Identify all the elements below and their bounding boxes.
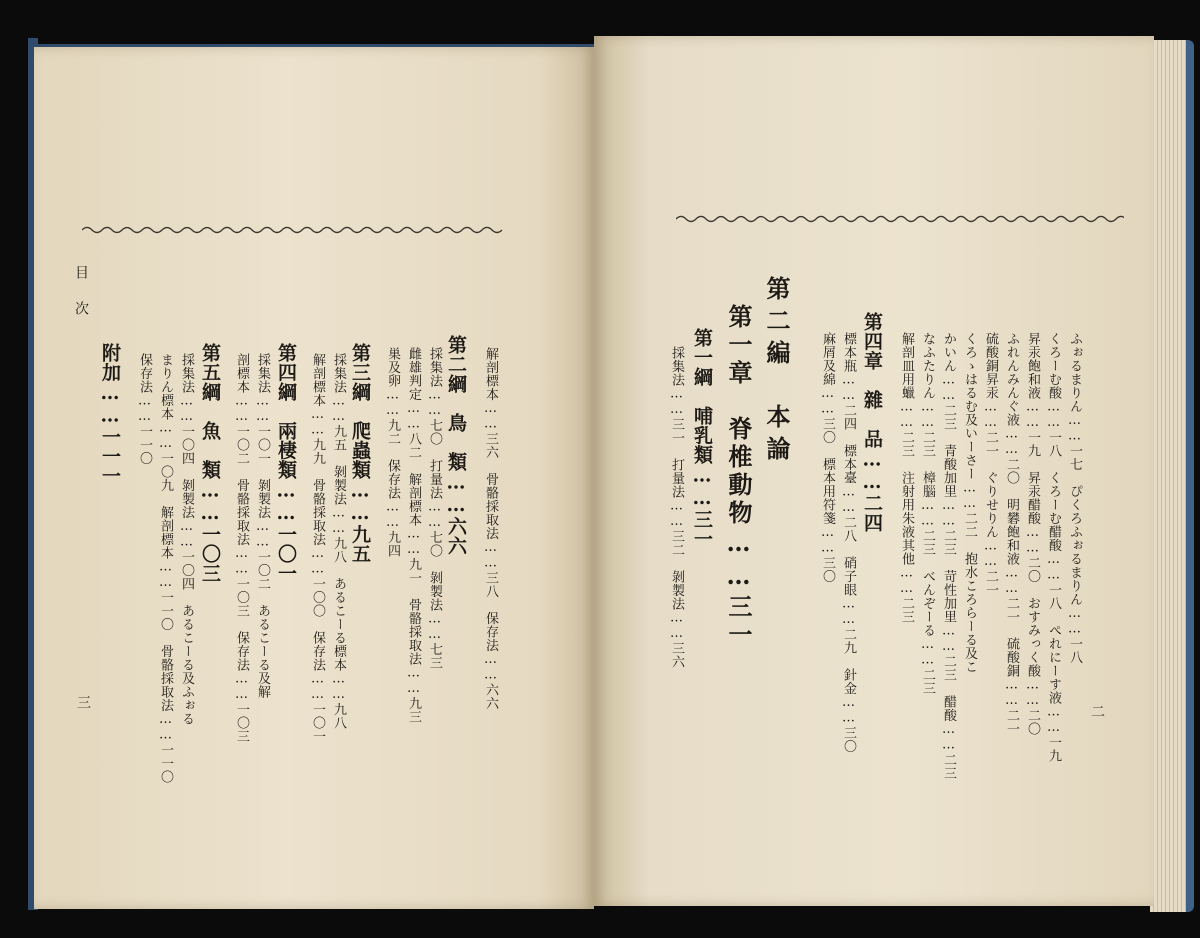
page-number: 三 (75, 695, 91, 710)
decorative-wave-rule (82, 225, 504, 235)
toc-entry: 解剖標本……九九 骨骼採取法……一〇〇 保存法……一〇一 (310, 353, 325, 743)
toc-entry: 採集法……七〇 打量法……七〇 剝製法……七三 (427, 347, 442, 670)
toc-entry: まりん標本……一〇九 解剖標本……一一〇 骨骼採取法……一一〇 (158, 353, 173, 784)
toc-class-heading: 第二綱 鳥 類……六六 (445, 335, 467, 556)
toc-entry: 採集法……一〇一 剝製法……一〇二 あるこーる及解 (255, 353, 270, 699)
right-page (594, 36, 1154, 906)
page-number: 二 (1089, 704, 1105, 719)
toc-entry: かいん……二三 青酸加里……二三 苛性加里……二三 醋酸……二三 (941, 332, 956, 780)
toc-entry: 保存法……一一〇 (137, 353, 152, 465)
toc-class-heading: 第五綱 魚 類……一〇三 (199, 343, 221, 583)
toc-entry: ふぉるまりん……一七 ぴくろふぉるまりん……一八 (1067, 332, 1082, 664)
toc-entry: 解剖皿用蠟……二三 注射用朱液其他……二三 (899, 332, 914, 624)
toc-entry: 硫酸銅昇汞……二一 ぐりせりん……二一 (983, 332, 998, 597)
toc-entry: ふれんみんぐ液……二〇 明礬飽和液……二一 硫酸銅……二一 (1004, 332, 1019, 736)
toc-entry: 採集法……三一 打量法……三二 剝製法……三六 (669, 346, 684, 669)
toc-entry: 採集法……九五 剝製法……九八 あるこーる標本……九八 (331, 353, 346, 730)
toc-part-heading: 第二編 本論 (762, 276, 791, 468)
toc-class-heading: 第三綱 爬蟲類……九五 (349, 343, 371, 564)
toc-entry: 巣及卵……九二 保存法……九四 (385, 347, 400, 558)
toc-entry: くろーむ酸……一八 くろーむ醋酸……一八 ぺれにーす液……一九 (1046, 332, 1061, 763)
left-page (34, 44, 594, 909)
page-edges-right (1150, 40, 1194, 912)
running-header: 目次 (73, 265, 89, 337)
toc-entry: なふたりん……二三 樟腦……二三 べんぞーる……二三 (920, 332, 935, 695)
toc-chapter-heading: 第一章 脊椎動物……三一 (724, 304, 753, 650)
toc-entry: 標本瓶……二四 標本臺……二八 硝子眼……二九 針金……三〇 (841, 332, 856, 753)
toc-entry: 麻屑及綿……三〇 標本用符箋……三〇 (820, 332, 835, 583)
decorative-wave-rule (676, 214, 1124, 224)
toc-class-heading: 第四綱 兩棲類……一〇一 (275, 343, 297, 583)
toc-appendix-heading: 附加……一一一 (99, 343, 121, 486)
toc-entry: 解剖標本……三六 骨骼採取法……三八 保存法……六六 (483, 347, 498, 710)
toc-class-heading: 第一綱 哺乳類……三一 (691, 328, 713, 549)
toc-entry: 雌雄判定……八二 解剖標本……九一 骨骼採取法……九三 (406, 347, 421, 724)
toc-entry: くろゝはるむ及いーさー……二二 抱水ころらーる及こ (962, 332, 977, 674)
toc-entry: 剖標本……一〇二 骨骼採取法……一〇三 保存法……一〇三 (234, 353, 249, 743)
toc-entry: 昇汞飽和液……一九 昇汞醋酸……二〇 おすみっく酸……二〇 (1025, 332, 1040, 736)
toc-chapter-heading: 第四章 雜 品……二四 (861, 312, 883, 533)
toc-entry: 採集法……一〇四 剝製法……一〇四 あるこーる及ふぉる (179, 353, 194, 726)
